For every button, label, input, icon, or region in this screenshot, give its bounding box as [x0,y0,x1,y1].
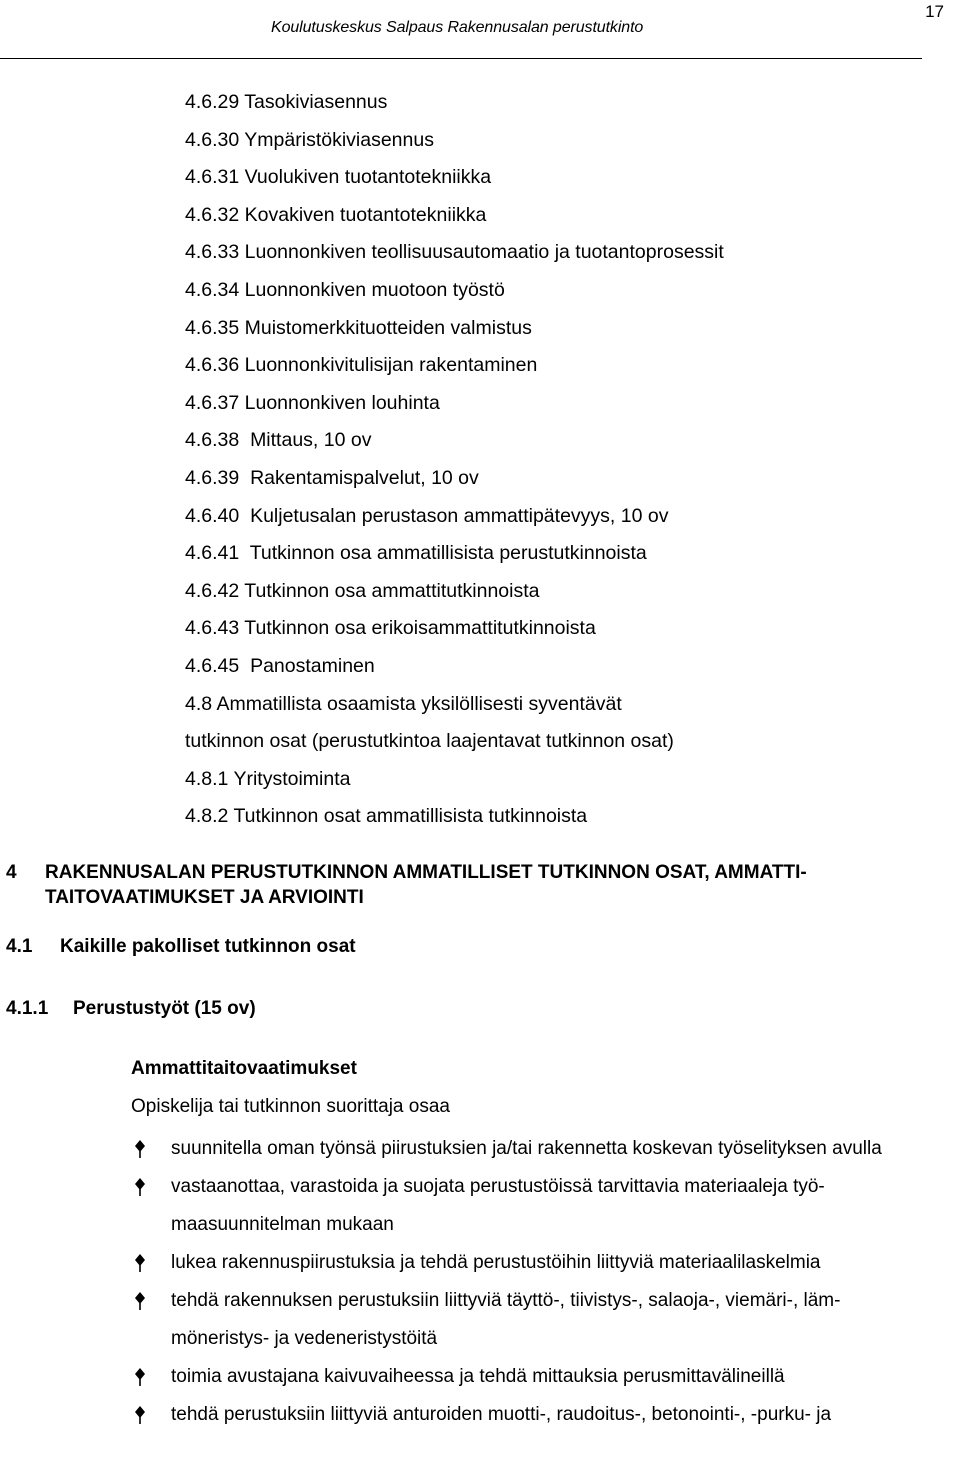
requirements-list [131,1130,931,1434]
table-of-contents [185,84,724,836]
toc-entry[interactable] [185,310,724,348]
toc-entry[interactable] [185,535,724,573]
toc-entry[interactable] [185,460,724,498]
toc-number: 4.6.35 [185,316,240,339]
toc-number: 4.6.42 [185,579,240,602]
list-item-text: suunnitella oman työnsä piirustuksien ja/tai rakennetta koskevan työselityksen avulla [171,1138,882,1159]
toc-number: 4.6.45 [185,654,240,677]
diamond-bullet-icon [135,1358,145,1396]
toc-number: 4.6.43 [185,617,240,640]
toc-text: Muistomerkkituotteiden valmistus [244,316,532,339]
toc-entry[interactable] [185,197,724,235]
list-item-text: tehdä perustuksiin liittyviä anturoiden muotti-, raudoitus-, betonointi-, -purku- ja [171,1404,832,1425]
toc-text: Tutkinnon osa ammattitutkinnoista [244,579,540,602]
toc-number: 4.6.33 [185,241,240,264]
toc-text: Kovakiven tuotantotekniikka [244,203,487,226]
chapter-number: 4 [6,862,17,883]
diamond-bullet-icon [135,1130,145,1168]
running-header: Koulutuskeskus Salpaus Rakennusalan perustutkinto [271,19,644,36]
toc-entry[interactable] [185,84,724,122]
page-number: 17 [925,2,944,21]
toc-entry[interactable] [185,347,724,385]
toc-text: Ympäristökiviasennus [244,128,434,151]
toc-text: Yritystoiminta [233,767,351,790]
toc-text: tutkinnon osat (perustutkintoa laajentavat tutkinnon osat) [185,730,674,753]
subsection-title: Perustustyöt (15 ov) [73,998,256,1019]
toc-number: 4.6.36 [185,354,240,377]
toc-number: 4.8.2 [185,805,229,828]
list-item [131,1244,931,1282]
list-item [131,1168,931,1244]
toc-number: 4.6.40 [185,504,240,527]
toc-entry[interactable] [185,610,724,648]
toc-number: 4.6.37 [185,391,240,414]
subsection-number: 4.1.1 [6,998,49,1019]
toc-entry[interactable] [185,686,724,724]
toc-entry[interactable] [185,648,724,686]
toc-entry[interactable] [185,573,724,611]
section-title: Kaikille pakolliset tutkinnon osat [60,936,356,957]
toc-text: Luonnonkiven muotoon työstö [244,278,505,301]
toc-text: Kuljetusalan perustason ammattipätevyys, 10 ov [250,504,669,527]
list-item [131,1130,931,1168]
diamond-bullet-icon [135,1168,145,1206]
toc-text: Vuolukiven tuotantotekniikka [244,166,492,189]
toc-entry[interactable] [185,159,724,197]
toc-text: Tutkinnon osat ammatillisista tutkinnoista [233,805,588,828]
toc-entry-continuation[interactable] [185,723,724,761]
toc-entry[interactable] [185,422,724,460]
toc-entry[interactable] [185,272,724,310]
diamond-bullet-icon [135,1396,145,1434]
toc-number: 4.6.32 [185,203,240,226]
toc-number: 4.6.29 [185,91,240,113]
list-item-text: lukea rakennuspiirustuksia ja tehdä perustustöihin liittyviä materiaalilaskelmia [171,1252,821,1273]
toc-entry[interactable] [185,798,724,836]
toc-entry[interactable] [185,761,724,799]
chapter-heading [6,860,936,910]
toc-text: Panostaminen [250,654,375,677]
subsection-heading [6,998,256,1020]
toc-text: Tutkinnon osa ammatillisista perustutkinnoista [249,542,647,565]
toc-text: Luonnonkivitulisijan rakentaminen [244,354,538,377]
toc-text: Mittaus, 10 ov [250,429,372,452]
toc-text: Luonnonkiven teollisuusautomaatio ja tuotantoprosessit [244,241,724,264]
toc-entry[interactable] [185,498,724,536]
toc-number: 4.6.30 [185,128,240,151]
list-item-text: vastaanottaa, varastoida ja suojata perustustöissä tarvittavia materiaaleja työ-maasuunnitelman mukaan [171,1176,825,1235]
toc-number: 4.8 [185,692,213,715]
toc-number: 4.6.34 [185,278,240,301]
toc-text: Luonnonkiven louhinta [244,391,440,414]
toc-entry[interactable] [185,122,724,160]
toc-number: 4.8.1 [185,767,229,790]
list-item [131,1358,931,1396]
toc-text: Tutkinnon osa erikoisammattitutkinnoista [244,617,596,640]
diamond-bullet-icon [135,1282,145,1320]
section-heading [6,936,356,958]
toc-entry[interactable] [185,385,724,423]
toc-text: Ammatillista osaamista yksilöllisesti syventävät [216,692,622,715]
requirements-title: Ammattitaitovaatimukset [131,1058,357,1079]
toc-number: 4.6.39 [185,466,240,489]
diamond-bullet-icon [135,1244,145,1282]
toc-number: 4.6.31 [185,166,240,189]
toc-text: Rakentamispalvelut, 10 ov [250,466,479,489]
chapter-title: RAKENNUSALAN PERUSTUTKINNON AMMATILLISET TUTKINNON OSAT, AMMATTI-TAITOVAATIMUKSET JA ARVIOINTI [45,862,807,908]
section-number: 4.1 [6,936,33,957]
list-item [131,1396,931,1434]
requirements-intro: Opiskelija tai tutkinnon suorittaja osaa [131,1096,450,1117]
toc-number: 4.6.38 [185,429,240,452]
list-item [131,1282,931,1358]
toc-text: Tasokiviasennus [244,91,388,113]
list-item-text: toimia avustajana kaivuvaiheessa ja tehdä mittauksia perusmittavälineillä [171,1366,785,1387]
header-rule [0,58,922,59]
toc-number: 4.6.41 [185,542,240,565]
list-item-text: tehdä rakennuksen perustuksiin liittyviä täyttö-, tiivistys-, salaoja-, viemäri-, läm-möneristys- ja vedeneristystöitä [171,1290,841,1349]
toc-entry[interactable] [185,234,724,272]
